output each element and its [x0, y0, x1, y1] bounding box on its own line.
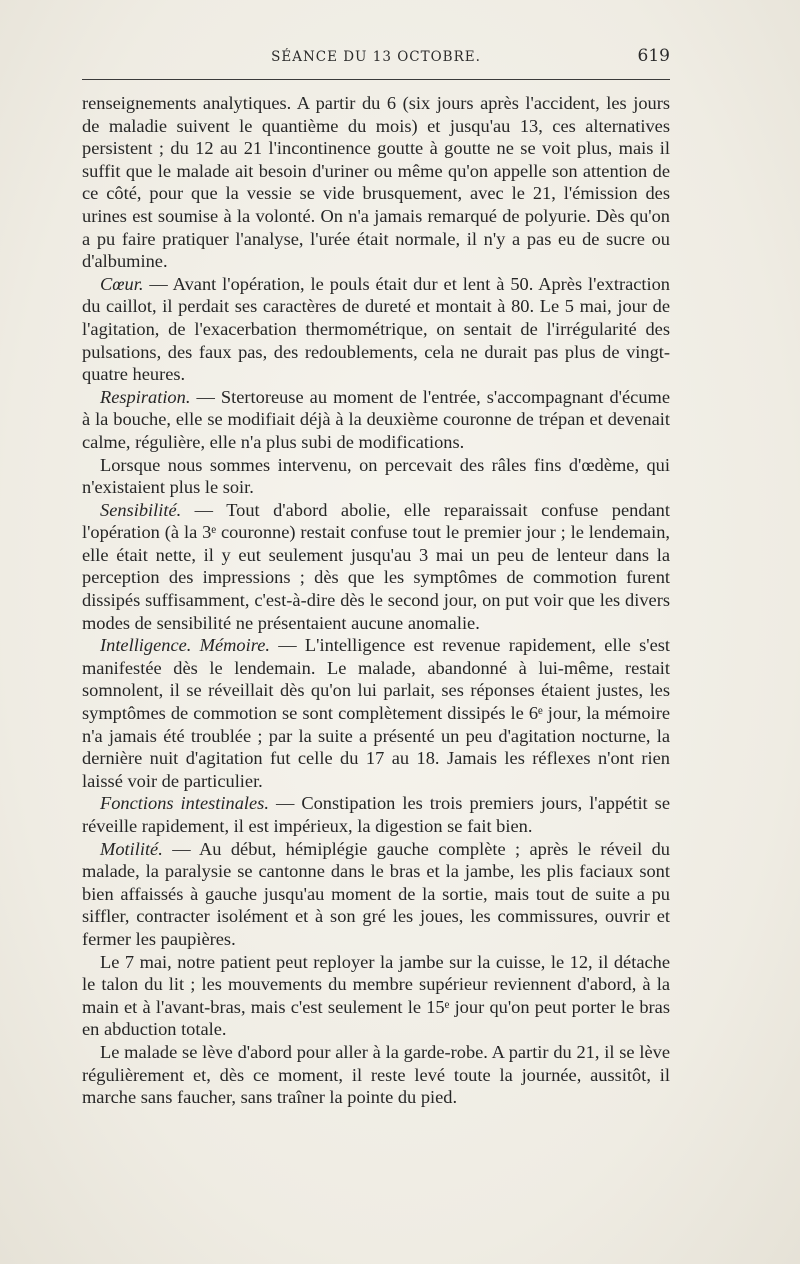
page-number: 619: [637, 46, 670, 66]
paragraph-coeur: [82, 273, 670, 386]
section-label: Respiration.: [100, 386, 191, 407]
body-text: [82, 92, 670, 1109]
paragraph-text: Le malade se lève d'abord pour aller à la garde-robe. A partir du 21, il se lève régulièrement et, dès ce moment, il reste levé toute la journée, aussitôt, il marche sans faucher, sans traîner la pointe du pied.: [82, 1041, 670, 1108]
running-title: SÉANCE DU 13 OCTOBRE.: [271, 49, 481, 65]
page-header: [82, 46, 670, 70]
paragraph-text: — Constipation les trois premiers jours, l'appétit se réveille rapidement, il est impérieux, la digestion se fait bien.: [82, 793, 670, 836]
section-label: Fonctions intestinales.: [100, 793, 269, 814]
paragraph-text: renseignements analytiques. A partir du 6 (six jours après l'accident, les jours de maladie suivent le quantième du mois) et jusqu'au 13, ces alternatives persistent ; du 12 au 21 l'incontinence goutte à goutte ne se voit plus, mais il suffit que le malade ait besoin d'uriner ou même qu'on appelle son attention de ce côté, pour que la vessie se vide brusquement, avec le 21, l'émission des urines est soumise à la volonté. On n'a jamais remarqué de polyurie. Dès qu'on a pu faire pratiquer l'analyse, l'urée était normale, il n'y a pas eu de sucre ou d'albumine.: [82, 93, 670, 272]
paragraph-text: Le 7 mai, notre patient peut reployer la jambe sur la cuisse, le 12, il détache le talon du lit ; les mouvements du membre supérieur reviennent d'abord, à la main et à l'avant-bras, mais c'est seulement le 15ᵉ jour qu'on peut porter le bras en abduction totale.: [82, 951, 670, 1040]
section-label: Cœur.: [100, 273, 144, 294]
paragraph-text: Lorsque nous sommes intervenu, on percevait des râles fins d'œdème, qui n'existaient plus le soir.: [82, 454, 670, 498]
paragraph-se-leve: [82, 1041, 670, 1109]
paragraph-oedeme: [82, 454, 670, 499]
paragraph-motilite: [82, 838, 670, 951]
header-rule: [82, 79, 670, 80]
paragraph-text: — Au début, hémiplégie gauche complète ; après le réveil du malade, la paralysie se cantonne dans le bras et la jambe, les plis faciaux sont bien affaissés à gauche jusqu'au moment de la sortie, mais tout de suite a pu siffler, contracter isolément et à son gré les joues, les commissures, ouvrir et fermer les paupières.: [82, 838, 670, 949]
paragraph-sensibilite: [82, 499, 670, 635]
paragraph-text: — L'intelligence est revenue rapidement, elle s'est manifestée dès le lendemain. Le malade, abandonné à lui-même, restait somnolent, il se réveillait dès qu'on lui parlait, ses réponses étaient justes, les symptômes de commotion se sont complètement dissipés le 6ᵉ jour, la mémoire n'a jamais été troublée ; par la suite a présenté un peu d'agitation nocturne, la dernière nuit d'agitation fut celle du 17 au 18. Jamais les réflexes n'ont rien laissé voir de particulier.: [82, 635, 671, 791]
paragraph-respiration: [82, 386, 670, 454]
paragraph-text: — Avant l'opération, le pouls était dur et lent à 50. Après l'extraction du caillot, il perdait ses caractères de dureté et montait à 80. Le 5 mai, jour de l'agitation, de l'exacerbation thermométrique, on sentait de l'irrégularité des pulsations, des faux pas, des redoublements, cela ne durait pas plus de vingt-quatre heures.: [82, 273, 670, 385]
paragraph-text: — Stertoreuse au moment de l'entrée, s'accompagnant d'écume à la bouche, elle se modifiait déjà à la deuxième couronne de trépan et devenait calme, régulière, elle n'a plus subi de modifications.: [82, 386, 670, 452]
paragraph-text: — Tout d'abord abolie, elle reparaissait confuse pendant l'opération (à la 3ᵉ couronne) restait confuse tout le premier jour ; le lendemain, elle était nette, il y eut seulement jusqu'au 3 mai un peu de lenteur dans la perception des impressions ; dès que les symptômes de commotion furent dissipés suffisamment, c'est-à-dire dès le second jour, on put voir que les divers modes de sensibilité ne présentaient aucune anomalie.: [82, 499, 670, 633]
section-label: Intelligence. Mémoire.: [100, 635, 270, 656]
section-label: Motilité.: [100, 838, 163, 859]
paragraph-intelligence: [82, 634, 670, 792]
paragraph-urines: [82, 92, 670, 273]
section-label: Sensibilité.: [100, 499, 182, 520]
paragraph-fonctions: [82, 792, 670, 837]
paragraph-7-mai: [82, 951, 670, 1041]
